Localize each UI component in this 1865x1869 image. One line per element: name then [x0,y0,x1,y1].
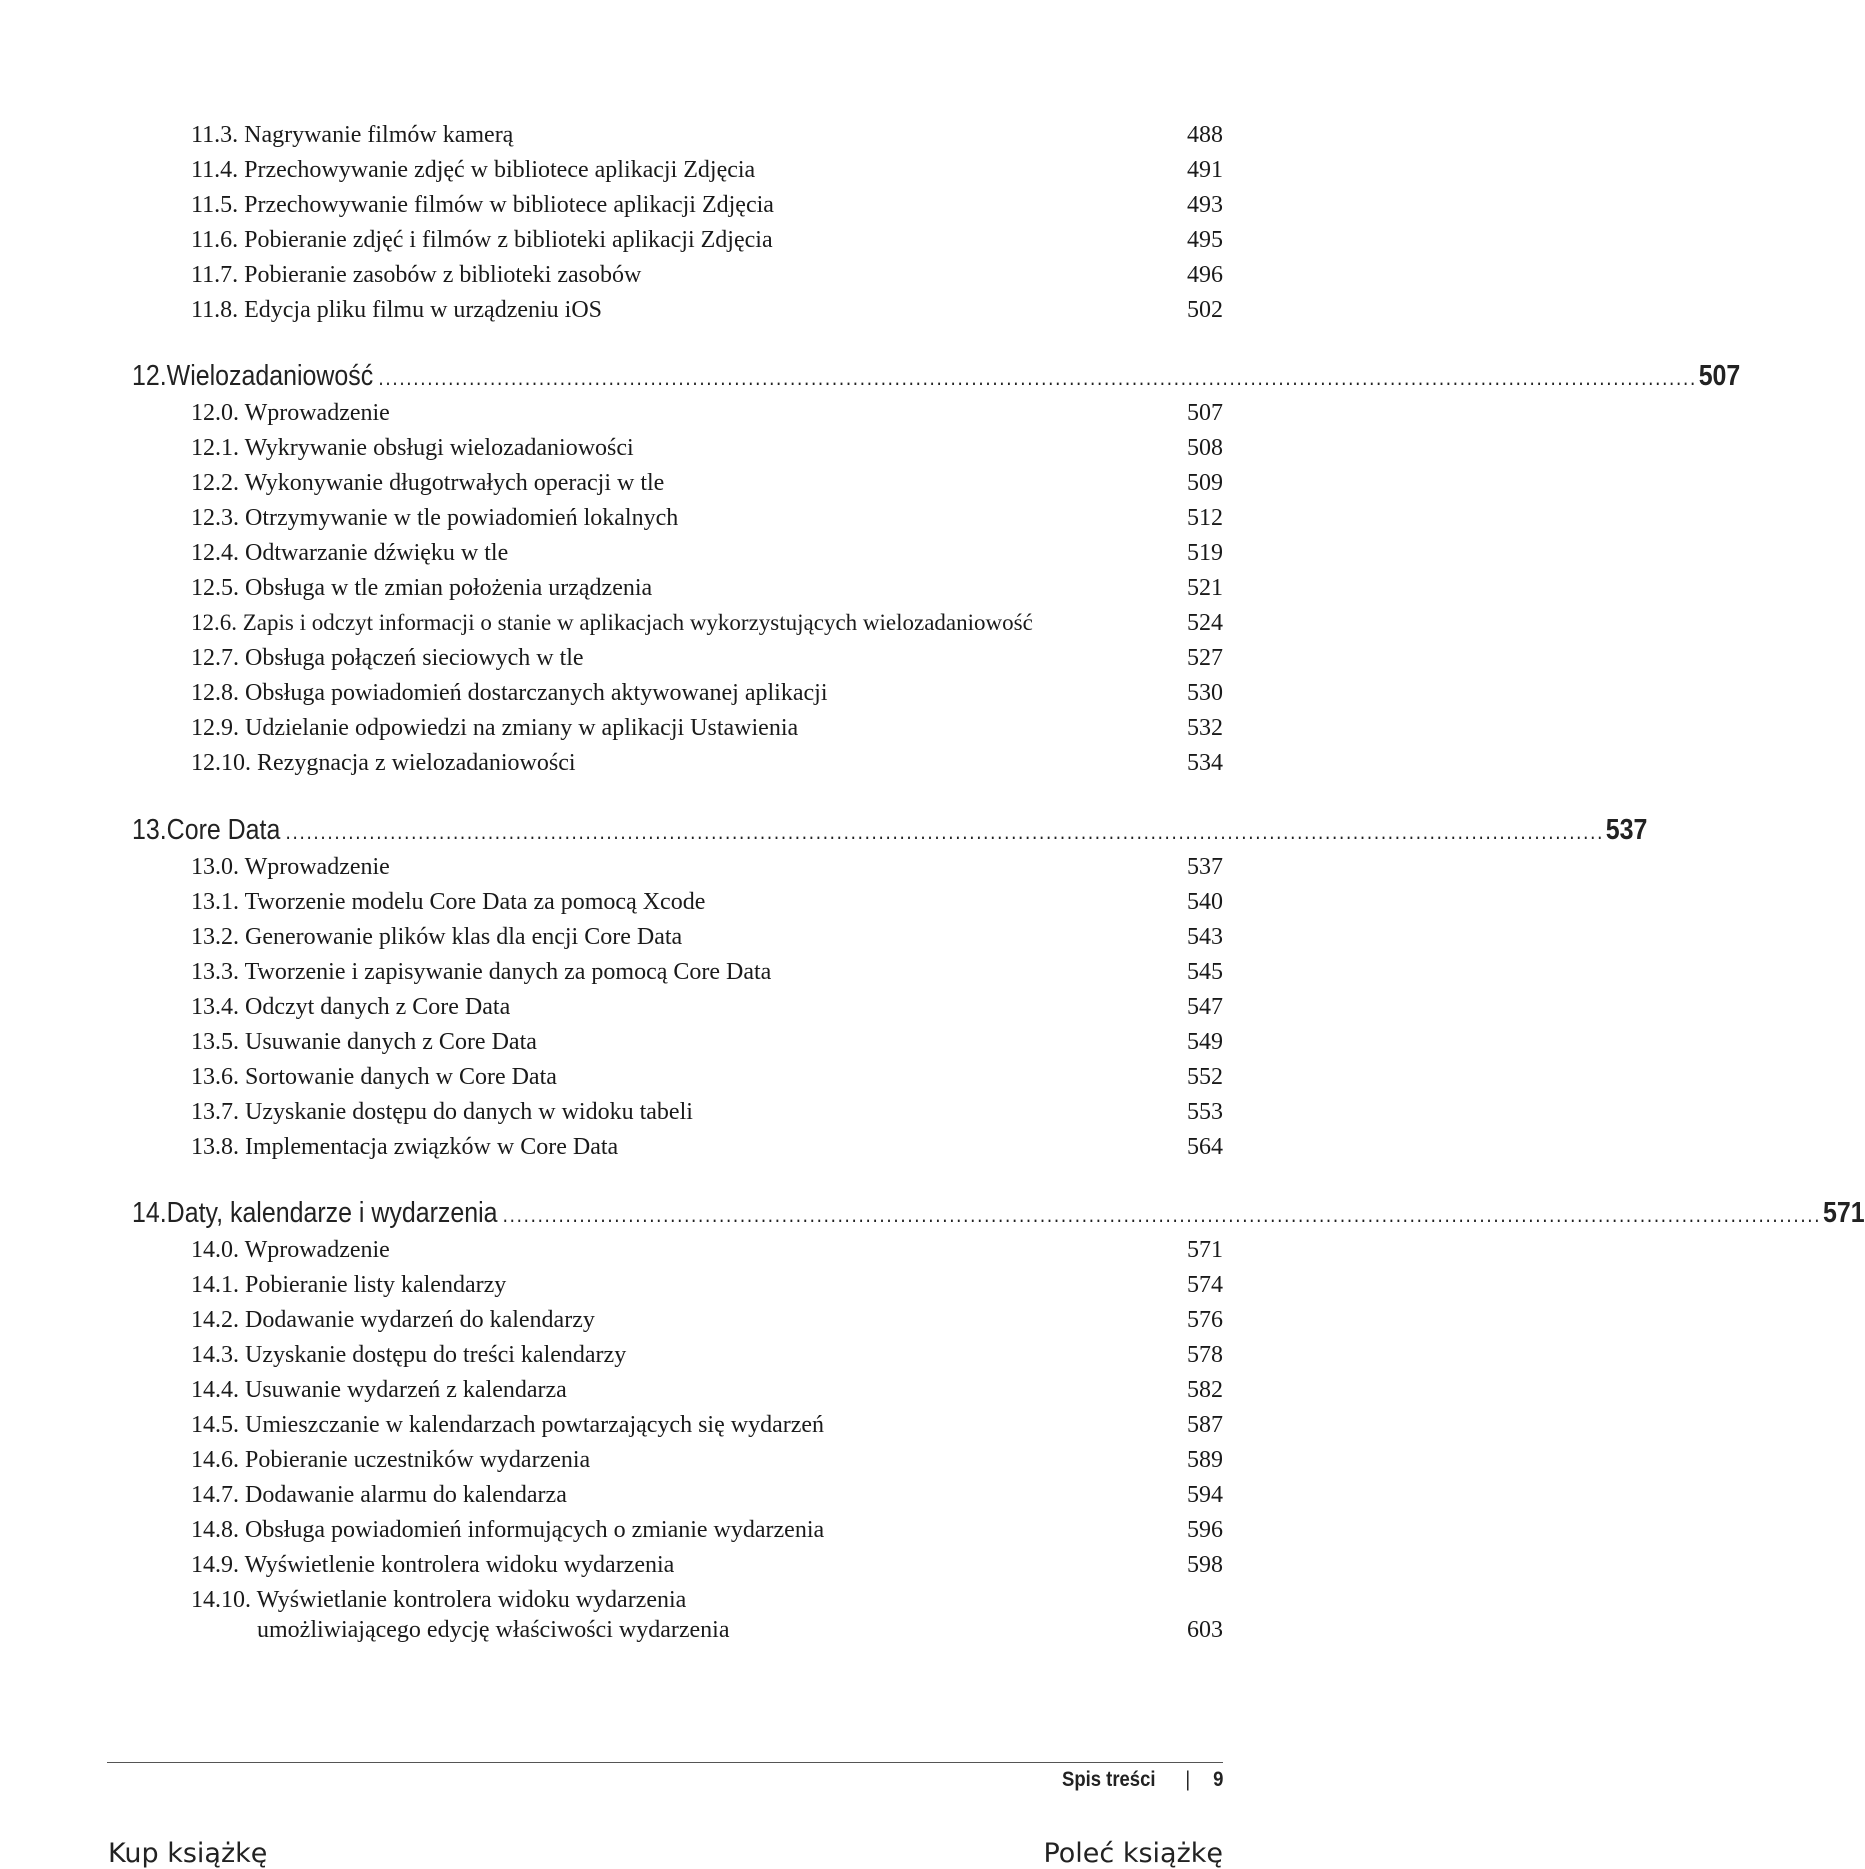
page-number: 564 [1187,1134,1223,1160]
page-number: 530 [1187,680,1223,706]
page-number: 502 [1187,297,1223,323]
toc-entry: 12.8. Obsługa powiadomień dostarczanych aktywowanej aplikacji 530 [191,680,1223,706]
page-number: 509 [1187,470,1223,496]
toc-entry: 13.5. Usuwanie danych z Core Data 549 [191,1029,1223,1055]
dot-leader: ............................................................................................................................................................................................. [502,1202,1822,1227]
page-number: 491 [1187,157,1223,183]
chapter-heading-13[interactable] [132,810,1648,850]
page-number: 532 [1187,715,1223,741]
toc-entry: 12.10. Rezygnacja z wielozadaniowości 534 [191,750,1223,776]
page-number: 553 [1187,1099,1223,1125]
page-number: 603 [1187,1617,1223,1643]
chapter-page: 507 [1698,360,1741,392]
page-number: 571 [1187,1237,1223,1263]
toc-entry: 12.3. Otrzymywanie w tle powiadomień lokalnych 512 [191,505,1223,531]
page-number: 582 [1187,1377,1223,1403]
toc-entry: 13.0. Wprowadzenie 537 [191,854,1223,880]
footer-page-number: 9 [1212,1768,1223,1791]
chapter-title: Daty, kalendarze i wydarzenia [166,1197,498,1229]
toc-entry: 13.7. Uzyskanie dostępu do danych w widoku tabeli 553 [191,1099,1223,1125]
footer-section: Spis treści [1061,1768,1156,1791]
page-number: 508 [1187,435,1223,461]
page-number: 519 [1187,540,1223,566]
toc-entry: 11.7. Pobieranie zasobów z biblioteki zasobów 496 [191,262,1223,288]
toc-entry: 14.0. Wprowadzenie 571 [191,1237,1223,1263]
chapter-heading-12[interactable] [132,356,1741,396]
toc-entry: 11.3. Nagrywanie filmów kamerą 488 [191,122,1223,148]
toc-entry: 13.1. Tworzenie modelu Core Data za pomocą Xcode 540 [191,889,1223,915]
toc-entry: 12.1. Wykrywanie obsługi wielozadaniowości 508 [191,435,1223,461]
footer-rule [107,1762,1223,1763]
page-number: 589 [1187,1447,1223,1473]
page-number: 524 [1187,610,1223,636]
toc-entry: 12.2. Wykonywanie długotrwałych operacji w tle 509 [191,470,1223,496]
toc-entry: 12.5. Obsługa w tle zmian położenia urządzenia 521 [191,575,1223,601]
toc-entry: 11.5. Przechowywanie filmów w bibliotece aplikacji Zdjęcia 493 [191,192,1223,218]
toc-entry: 12.7. Obsługa połączeń sieciowych w tle 527 [191,645,1223,671]
page-number: 574 [1187,1272,1223,1298]
page-number: 545 [1187,959,1223,985]
page-number: 598 [1187,1552,1223,1578]
chapter-number: 14. [132,1197,167,1229]
page-number: 547 [1187,994,1223,1020]
page-number: 576 [1187,1307,1223,1333]
toc-entry: 11.4. Przechowywanie zdjęć w bibliotece aplikacji Zdjęcia 491 [191,157,1223,183]
recommend-book-link[interactable]: Poleć książkę [1043,1838,1223,1869]
chapter-page: 571 [1822,1197,1865,1229]
page-number: 527 [1187,645,1223,671]
page-number: 534 [1187,750,1223,776]
dot-leader: ............................................................................................................................................................................................. [378,365,1697,390]
toc-entry: 14.6. Pobieranie uczestników wydarzenia 589 [191,1447,1223,1473]
page-number: 552 [1187,1064,1223,1090]
page-number: 594 [1187,1482,1223,1508]
page-number: 507 [1187,400,1223,426]
page-number: 543 [1187,924,1223,950]
page-number: 596 [1187,1517,1223,1543]
footer-separator: | [1185,1768,1190,1791]
toc-entry: 14.5. Umieszczanie w kalendarzach powtarzających się wydarzeń 587 [191,1412,1223,1438]
chapter-title: Core Data [166,814,281,846]
page-number: 537 [1187,854,1223,880]
dot-leader: ............................................................................................................................................................................................. [285,819,1605,844]
chapter-number: 13. [132,814,167,846]
toc-entry: 13.8. Implementacja związków w Core Data 564 [191,1134,1223,1160]
page-number: 521 [1187,575,1223,601]
toc-entry: 14.1. Pobieranie listy kalendarzy 574 [191,1272,1223,1298]
toc-entry: 12.9. Udzielanie odpowiedzi na zmiany w aplikacji Ustawienia 532 [191,715,1223,741]
chapter-title: Wielozadaniowość [166,360,374,392]
page-number: 496 [1187,262,1223,288]
toc-entry: 14.9. Wyświetlenie kontrolera widoku wydarzenia 598 [191,1552,1223,1578]
chapter-number: 12. [132,360,167,392]
chapter-page: 537 [1605,814,1648,846]
toc-entry: 13.2. Generowanie plików klas dla encji Core Data 543 [191,924,1223,950]
toc-entry: 12.4. Odtwarzanie dźwięku w tle 519 [191,540,1223,566]
page-number: 495 [1187,227,1223,253]
page-number: 587 [1187,1412,1223,1438]
buy-book-link[interactable]: Kup książkę [108,1838,268,1869]
toc-entry: 14.4. Usuwanie wydarzeń z kalendarza 582 [191,1377,1223,1403]
page-footer [1062,1762,1223,1798]
toc-entry: 14.8. Obsługa powiadomień informujących o zmianie wydarzenia 596 [191,1517,1223,1543]
toc-entry: 11.6. Pobieranie zdjęć i filmów z biblioteki aplikacji Zdjęcia 495 [191,227,1223,253]
toc-entry: 13.4. Odczyt danych z Core Data 547 [191,994,1223,1020]
toc-entry: 11.8. Edycja pliku filmu w urządzeniu iOS 502 [191,297,1223,323]
page-number: 488 [1187,122,1223,148]
page-number: 540 [1187,889,1223,915]
page-number: 493 [1187,192,1223,218]
toc-entry: 14.2. Dodawanie wydarzeń do kalendarzy 576 [191,1307,1223,1333]
toc-entry: 13.6. Sortowanie danych w Core Data 552 [191,1064,1223,1090]
toc-entry: 14.7. Dodawanie alarmu do kalendarza 594 [191,1482,1223,1508]
page-number: 549 [1187,1029,1223,1055]
toc-entry: 12.0. Wprowadzenie 507 [191,400,1223,426]
toc-entry-multiline: 14.10. Wyświetlanie kontrolera widoku wydarzenia umożliwiającego edycję właściwości wydarzenia 603 [191,1587,1223,1643]
toc-entry: 14.3. Uzyskanie dostępu do treści kalendarzy 578 [191,1342,1223,1368]
page-number: 512 [1187,505,1223,531]
toc-entry: 13.3. Tworzenie i zapisywanie danych za pomocą Core Data 545 [191,959,1223,985]
chapter-heading-14[interactable] [132,1193,1865,1233]
toc-entry: 12.6. Zapis i odczyt informacji o stanie w aplikacjach wykorzystujących wielozadaniowość 524 [191,610,1223,636]
page-number: 578 [1187,1342,1223,1368]
